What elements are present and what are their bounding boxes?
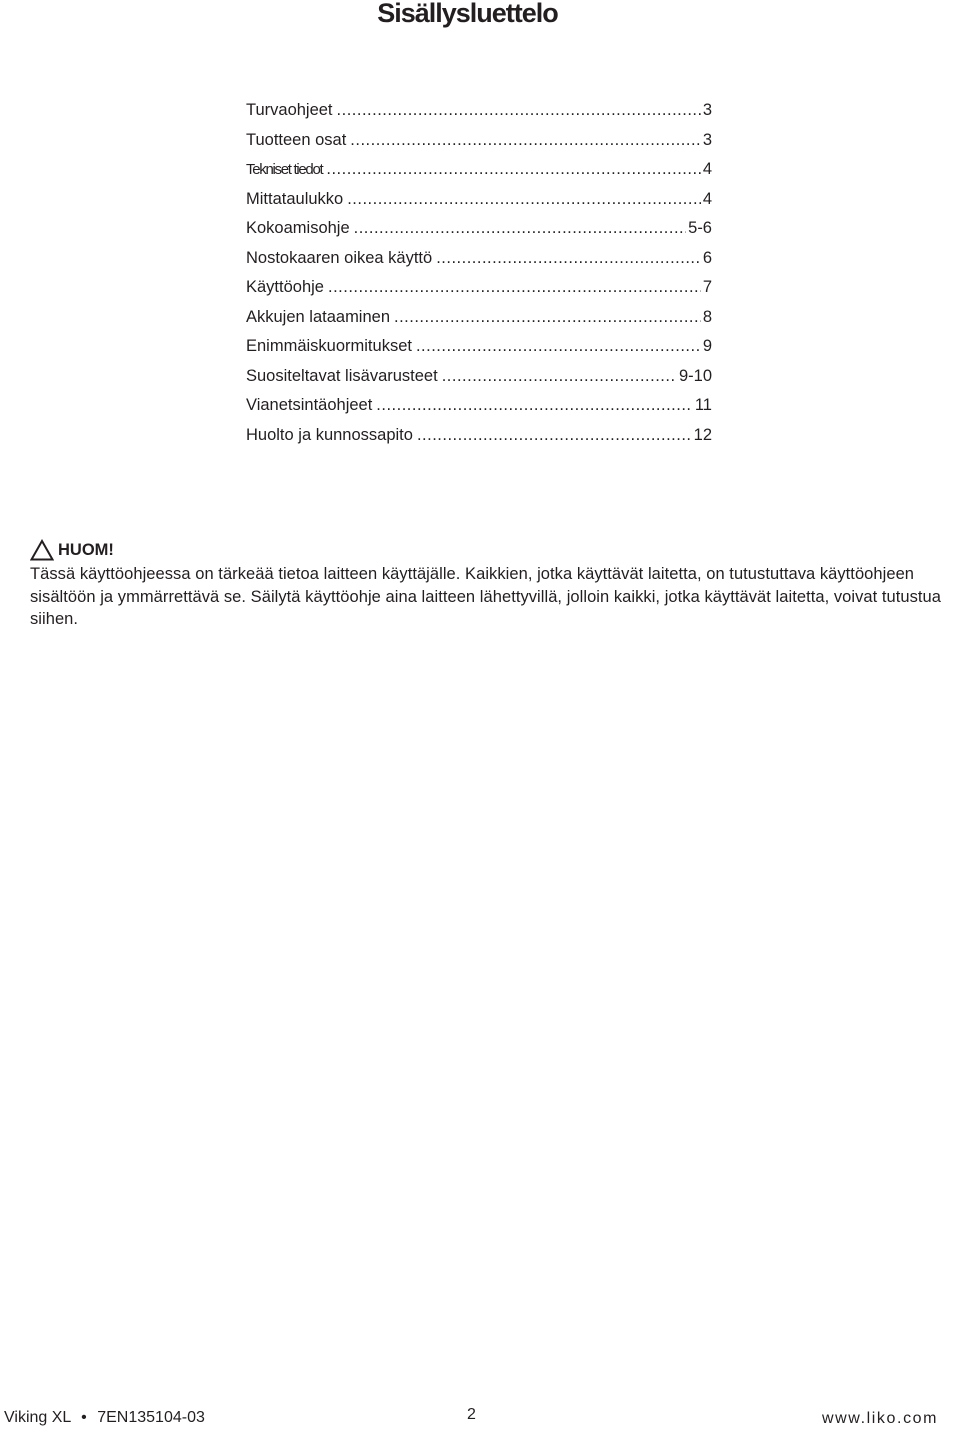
toc-entry-page: 9 [702,337,712,355]
footer-website-link[interactable]: www.liko.com [822,1410,939,1427]
footer-doc-code: 7EN135104-03 [97,1409,205,1426]
toc-entry-title: Kokoamisohje [246,219,350,237]
toc-dot-leader [350,126,701,156]
toc-entry-title: Tekniset tiedot [246,161,323,178]
toc-entry [246,185,714,215]
note-heading [30,538,114,562]
toc-entry-title: Akkujen lataaminen [246,307,391,326]
toc-entry-title: Turvaohjeet [246,101,333,119]
footer-separator: • [81,1409,87,1426]
toc-entry [246,421,714,451]
toc-dot-leader [347,185,701,215]
toc-dot-leader [394,303,701,333]
table-of-contents [246,96,714,450]
toc-entry-page: 8 [702,307,712,326]
toc-entry-page: 4 [702,189,712,208]
toc-entry-title: Vianetsintäohjeet [246,396,373,414]
toc-entry-title: Huolto ja kunnossapito [246,425,413,444]
toc-dot-leader [354,214,687,244]
toc-entry [246,126,714,156]
note-text: Tässä käyttöohjeessa on tärkeää tietoa laitteen käyttäjälle. Kaikkien, jotka käyttävät laitetta, on tutustuttava käyttöohjeen sisältöön ja ymmärrettävä se. Säilytä käyttöohje aina laitteen lähettyvillä, jolloin kaikki, jotka käyttävät laitetta, voivat tutustua siihen. [30,565,941,628]
toc-entry-page: 6 [702,248,712,267]
toc-entry-title: Käyttöohje [246,278,324,296]
warning-icon [30,539,54,561]
toc-entry-title: Tuotteen osat [246,130,347,149]
page-title: Sisällysluettelo [377,0,558,28]
toc-entry [246,244,714,274]
toc-entry-page: 4 [702,160,712,178]
toc-entry [246,96,714,126]
footer-product: Viking XL [4,1409,71,1426]
footer-document-info [4,1409,205,1427]
toc-dot-leader [442,362,677,392]
toc-entry-page: 5-6 [688,219,712,237]
footer-page-number: 2 [467,1406,476,1423]
toc-dot-leader [417,421,692,451]
toc-entry [246,332,714,362]
toc-entry-page: 3 [702,101,712,119]
toc-entry-title: Nostokaaren oikea käyttö [246,248,433,267]
toc-dot-leader [337,96,701,126]
toc-dot-leader [416,332,701,362]
toc-entry-page: 7 [702,278,712,296]
toc-dot-leader [328,273,701,303]
toc-entry-page: 3 [702,130,712,149]
note-label: HUOM! [58,540,114,559]
toc-entry-title: Suositeltavat lisävarusteet [246,366,438,385]
toc-entry-page: 9-10 [678,366,712,385]
toc-entry [246,273,714,303]
toc-dot-leader [326,155,700,185]
toc-entry [246,362,714,392]
toc-entry-title: Enimmäiskuormitukset [246,337,412,355]
toc-dot-leader [376,391,693,421]
toc-entry-page: 11 [694,396,712,414]
toc-entry-page: 12 [693,425,712,444]
toc-entry [246,391,714,421]
toc-entry [246,303,714,333]
toc-entry [246,214,714,244]
toc-dot-leader [436,244,701,274]
toc-entry-title: Mittataulukko [246,189,344,208]
toc-entry [246,155,714,185]
